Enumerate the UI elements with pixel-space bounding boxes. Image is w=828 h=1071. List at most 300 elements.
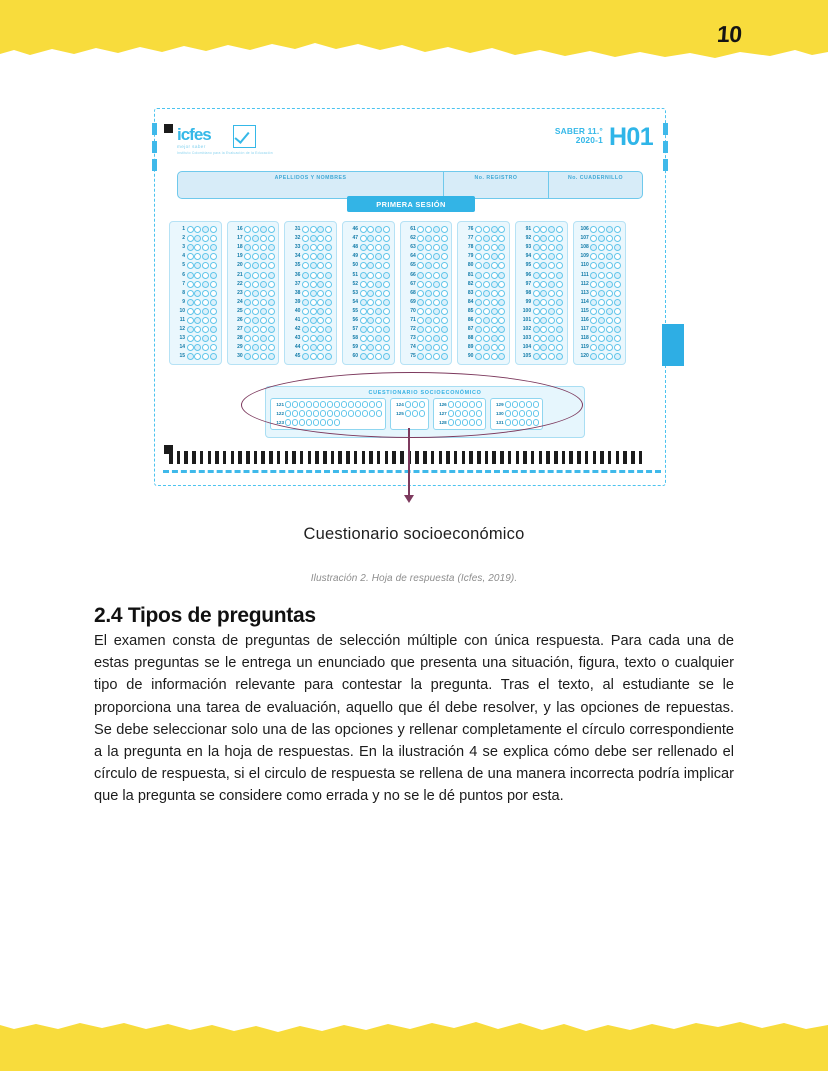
answer-bubble[interactable]	[540, 253, 547, 260]
answer-bubble[interactable]	[252, 235, 259, 242]
answer-bubble[interactable]	[375, 299, 382, 306]
answer-bubble[interactable]	[302, 253, 309, 260]
answer-bubble[interactable]	[375, 317, 382, 324]
answer-bubble[interactable]	[519, 401, 525, 407]
answer-bubble[interactable]	[268, 299, 275, 306]
answer-bubble[interactable]	[325, 262, 332, 269]
answer-bubble[interactable]	[526, 410, 532, 416]
answer-bubble[interactable]	[606, 272, 613, 279]
answer-bubble[interactable]	[533, 272, 540, 279]
answer-bubble[interactable]	[320, 410, 326, 416]
answer-bubble[interactable]	[202, 353, 209, 360]
answer-bubble[interactable]	[334, 419, 340, 425]
answer-bubble[interactable]	[317, 317, 324, 324]
answer-bubble[interactable]	[483, 317, 490, 324]
answer-bubble[interactable]	[317, 344, 324, 351]
answer-bubble[interactable]	[367, 290, 374, 297]
answer-bubble[interactable]	[614, 290, 621, 297]
answer-bubble[interactable]	[441, 326, 448, 333]
answer-bubble[interactable]	[556, 281, 563, 288]
answer-bubble[interactable]	[548, 353, 555, 360]
answer-bubble[interactable]	[598, 235, 605, 242]
answer-bubble[interactable]	[483, 326, 490, 333]
field-registro[interactable]	[444, 172, 549, 198]
answer-bubble[interactable]	[376, 410, 382, 416]
answer-bubble[interactable]	[302, 299, 309, 306]
answer-bubble[interactable]	[606, 308, 613, 315]
answer-bubble[interactable]	[614, 299, 621, 306]
answer-bubble[interactable]	[505, 419, 511, 425]
answer-bubble[interactable]	[548, 344, 555, 351]
answer-bubble[interactable]	[606, 344, 613, 351]
answer-bubble[interactable]	[244, 317, 251, 324]
answer-bubble[interactable]	[433, 262, 440, 269]
answer-bubble[interactable]	[302, 335, 309, 342]
answer-bubble[interactable]	[425, 344, 432, 351]
answer-bubble[interactable]	[475, 299, 482, 306]
answer-bubble[interactable]	[417, 235, 424, 242]
answer-bubble[interactable]	[433, 281, 440, 288]
answer-bubble[interactable]	[533, 308, 540, 315]
answer-bubble[interactable]	[448, 401, 454, 407]
answer-bubble[interactable]	[526, 419, 532, 425]
answer-bubble[interactable]	[317, 299, 324, 306]
answer-bubble[interactable]	[476, 401, 482, 407]
answer-bubble[interactable]	[548, 272, 555, 279]
answer-bubble[interactable]	[483, 353, 490, 360]
answer-bubble[interactable]	[417, 262, 424, 269]
answer-bubble[interactable]	[491, 235, 498, 242]
answer-bubble[interactable]	[310, 317, 317, 324]
answer-bubble[interactable]	[606, 299, 613, 306]
answer-bubble[interactable]	[299, 401, 305, 407]
answer-bubble[interactable]	[375, 308, 382, 315]
answer-bubble[interactable]	[405, 401, 411, 407]
answer-bubble[interactable]	[268, 326, 275, 333]
answer-bubble[interactable]	[244, 299, 251, 306]
answer-bubble[interactable]	[325, 281, 332, 288]
answer-bubble[interactable]	[548, 308, 555, 315]
answer-bubble[interactable]	[498, 235, 505, 242]
answer-bubble[interactable]	[194, 353, 201, 360]
answer-bubble[interactable]	[268, 281, 275, 288]
answer-bubble[interactable]	[441, 244, 448, 251]
answer-bubble[interactable]	[202, 317, 209, 324]
answer-bubble[interactable]	[483, 226, 490, 233]
answer-bubble[interactable]	[498, 353, 505, 360]
answer-bubble[interactable]	[441, 281, 448, 288]
answer-bubble[interactable]	[360, 244, 367, 251]
answer-bubble[interactable]	[202, 335, 209, 342]
answer-bubble[interactable]	[606, 244, 613, 251]
answer-bubble[interactable]	[491, 326, 498, 333]
answer-bubble[interactable]	[548, 281, 555, 288]
answer-bubble[interactable]	[210, 235, 217, 242]
answer-bubble[interactable]	[556, 299, 563, 306]
answer-bubble[interactable]	[491, 226, 498, 233]
answer-bubble[interactable]	[194, 253, 201, 260]
answer-bubble[interactable]	[302, 272, 309, 279]
answer-bubble[interactable]	[360, 253, 367, 260]
answer-bubble[interactable]	[306, 419, 312, 425]
answer-bubble[interactable]	[590, 299, 597, 306]
answer-bubble[interactable]	[360, 308, 367, 315]
answer-bubble[interactable]	[210, 244, 217, 251]
answer-bubble[interactable]	[425, 262, 432, 269]
answer-bubble[interactable]	[299, 410, 305, 416]
answer-bubble[interactable]	[614, 253, 621, 260]
answer-bubble[interactable]	[383, 226, 390, 233]
answer-bubble[interactable]	[310, 253, 317, 260]
answer-bubble[interactable]	[260, 344, 267, 351]
answer-bubble[interactable]	[540, 244, 547, 251]
answer-bubble[interactable]	[383, 299, 390, 306]
answer-bubble[interactable]	[606, 317, 613, 324]
answer-bubble[interactable]	[469, 419, 475, 425]
answer-bubble[interactable]	[325, 353, 332, 360]
answer-bubble[interactable]	[202, 235, 209, 242]
answer-bubble[interactable]	[419, 401, 425, 407]
answer-bubble[interactable]	[491, 335, 498, 342]
answer-bubble[interactable]	[556, 326, 563, 333]
answer-bubble[interactable]	[268, 353, 275, 360]
answer-bubble[interactable]	[317, 226, 324, 233]
answer-bubble[interactable]	[302, 308, 309, 315]
answer-bubble[interactable]	[533, 419, 539, 425]
answer-bubble[interactable]	[360, 353, 367, 360]
answer-bubble[interactable]	[375, 281, 382, 288]
answer-bubble[interactable]	[360, 326, 367, 333]
answer-bubble[interactable]	[606, 253, 613, 260]
answer-bubble[interactable]	[244, 272, 251, 279]
answer-bubble[interactable]	[310, 326, 317, 333]
answer-bubble[interactable]	[375, 344, 382, 351]
answer-bubble[interactable]	[362, 410, 368, 416]
answer-bubble[interactable]	[614, 308, 621, 315]
answer-bubble[interactable]	[252, 317, 259, 324]
answer-bubble[interactable]	[194, 290, 201, 297]
answer-bubble[interactable]	[194, 235, 201, 242]
answer-bubble[interactable]	[614, 244, 621, 251]
answer-bubble[interactable]	[498, 244, 505, 251]
answer-bubble[interactable]	[310, 272, 317, 279]
answer-bubble[interactable]	[540, 226, 547, 233]
answer-bubble[interactable]	[362, 401, 368, 407]
answer-bubble[interactable]	[194, 344, 201, 351]
answer-bubble[interactable]	[383, 308, 390, 315]
answer-bubble[interactable]	[260, 290, 267, 297]
answer-bubble[interactable]	[187, 299, 194, 306]
answer-bubble[interactable]	[268, 226, 275, 233]
answer-bubble[interactable]	[252, 253, 259, 260]
answer-bubble[interactable]	[317, 335, 324, 342]
answer-bubble[interactable]	[590, 281, 597, 288]
answer-bubble[interactable]	[417, 326, 424, 333]
answer-bubble[interactable]	[540, 272, 547, 279]
answer-bubble[interactable]	[483, 290, 490, 297]
answer-bubble[interactable]	[491, 262, 498, 269]
answer-bubble[interactable]	[491, 272, 498, 279]
answer-bubble[interactable]	[383, 353, 390, 360]
answer-bubble[interactable]	[417, 353, 424, 360]
answer-bubble[interactable]	[606, 281, 613, 288]
answer-bubble[interactable]	[590, 244, 597, 251]
answer-bubble[interactable]	[491, 253, 498, 260]
answer-bubble[interactable]	[598, 335, 605, 342]
answer-bubble[interactable]	[268, 335, 275, 342]
answer-bubble[interactable]	[556, 344, 563, 351]
answer-bubble[interactable]	[260, 244, 267, 251]
answer-bubble[interactable]	[360, 262, 367, 269]
answer-bubble[interactable]	[268, 272, 275, 279]
answer-bubble[interactable]	[540, 281, 547, 288]
answer-bubble[interactable]	[498, 335, 505, 342]
answer-bubble[interactable]	[367, 335, 374, 342]
answer-bubble[interactable]	[383, 262, 390, 269]
answer-bubble[interactable]	[606, 235, 613, 242]
answer-bubble[interactable]	[548, 317, 555, 324]
answer-bubble[interactable]	[194, 262, 201, 269]
answer-bubble[interactable]	[462, 401, 468, 407]
answer-bubble[interactable]	[310, 353, 317, 360]
answer-bubble[interactable]	[360, 290, 367, 297]
answer-bubble[interactable]	[548, 235, 555, 242]
answer-bubble[interactable]	[285, 410, 291, 416]
answer-bubble[interactable]	[598, 317, 605, 324]
answer-bubble[interactable]	[614, 226, 621, 233]
answer-bubble[interactable]	[367, 262, 374, 269]
answer-bubble[interactable]	[320, 419, 326, 425]
answer-bubble[interactable]	[417, 290, 424, 297]
answer-bubble[interactable]	[512, 410, 518, 416]
answer-bubble[interactable]	[260, 253, 267, 260]
answer-bubble[interactable]	[556, 353, 563, 360]
answer-bubble[interactable]	[187, 353, 194, 360]
answer-bubble[interactable]	[598, 326, 605, 333]
answer-bubble[interactable]	[498, 281, 505, 288]
answer-bubble[interactable]	[598, 308, 605, 315]
answer-bubble[interactable]	[441, 226, 448, 233]
answer-bubble[interactable]	[519, 410, 525, 416]
answer-bubble[interactable]	[425, 353, 432, 360]
answer-bubble[interactable]	[476, 410, 482, 416]
answer-bubble[interactable]	[417, 281, 424, 288]
answer-bubble[interactable]	[556, 308, 563, 315]
answer-bubble[interactable]	[548, 290, 555, 297]
answer-bubble[interactable]	[425, 335, 432, 342]
answer-bubble[interactable]	[187, 244, 194, 251]
answer-bubble[interactable]	[433, 253, 440, 260]
answer-bubble[interactable]	[320, 401, 326, 407]
answer-bubble[interactable]	[292, 419, 298, 425]
answer-bubble[interactable]	[433, 335, 440, 342]
answer-bubble[interactable]	[325, 290, 332, 297]
answer-bubble[interactable]	[491, 299, 498, 306]
answer-bubble[interactable]	[417, 344, 424, 351]
answer-bubble[interactable]	[260, 281, 267, 288]
answer-bubble[interactable]	[210, 281, 217, 288]
answer-bubble[interactable]	[483, 272, 490, 279]
answer-bubble[interactable]	[210, 317, 217, 324]
answer-bubble[interactable]	[348, 410, 354, 416]
answer-bubble[interactable]	[433, 353, 440, 360]
answer-bubble[interactable]	[419, 410, 425, 416]
answer-bubble[interactable]	[367, 272, 374, 279]
answer-bubble[interactable]	[533, 226, 540, 233]
answer-bubble[interactable]	[202, 253, 209, 260]
answer-bubble[interactable]	[202, 281, 209, 288]
answer-bubble[interactable]	[187, 344, 194, 351]
answer-bubble[interactable]	[260, 308, 267, 315]
answer-bubble[interactable]	[302, 326, 309, 333]
answer-bubble[interactable]	[425, 281, 432, 288]
answer-bubble[interactable]	[306, 401, 312, 407]
answer-bubble[interactable]	[367, 299, 374, 306]
answer-bubble[interactable]	[441, 235, 448, 242]
answer-bubble[interactable]	[590, 317, 597, 324]
answer-bubble[interactable]	[194, 335, 201, 342]
answer-bubble[interactable]	[540, 344, 547, 351]
answer-bubble[interactable]	[475, 281, 482, 288]
answer-bubble[interactable]	[325, 335, 332, 342]
answer-bubble[interactable]	[383, 344, 390, 351]
answer-bubble[interactable]	[540, 308, 547, 315]
answer-bubble[interactable]	[469, 410, 475, 416]
answer-bubble[interactable]	[505, 410, 511, 416]
answer-bubble[interactable]	[202, 272, 209, 279]
answer-bubble[interactable]	[533, 299, 540, 306]
answer-bubble[interactable]	[383, 290, 390, 297]
answer-bubble[interactable]	[210, 335, 217, 342]
answer-bubble[interactable]	[548, 262, 555, 269]
answer-bubble[interactable]	[327, 401, 333, 407]
answer-bubble[interactable]	[417, 244, 424, 251]
answer-bubble[interactable]	[210, 308, 217, 315]
answer-bubble[interactable]	[433, 235, 440, 242]
answer-bubble[interactable]	[360, 235, 367, 242]
answer-bubble[interactable]	[498, 272, 505, 279]
answer-bubble[interactable]	[556, 335, 563, 342]
answer-bubble[interactable]	[360, 272, 367, 279]
answer-bubble[interactable]	[260, 299, 267, 306]
answer-bubble[interactable]	[187, 235, 194, 242]
answer-bubble[interactable]	[417, 335, 424, 342]
answer-bubble[interactable]	[441, 299, 448, 306]
answer-bubble[interactable]	[491, 344, 498, 351]
answer-bubble[interactable]	[260, 353, 267, 360]
answer-bubble[interactable]	[375, 244, 382, 251]
answer-bubble[interactable]	[210, 299, 217, 306]
answer-bubble[interactable]	[498, 344, 505, 351]
answer-bubble[interactable]	[310, 262, 317, 269]
answer-bubble[interactable]	[614, 353, 621, 360]
answer-bubble[interactable]	[483, 235, 490, 242]
answer-bubble[interactable]	[498, 290, 505, 297]
answer-bubble[interactable]	[455, 410, 461, 416]
answer-bubble[interactable]	[448, 419, 454, 425]
answer-bubble[interactable]	[433, 244, 440, 251]
answer-bubble[interactable]	[202, 344, 209, 351]
answer-bubble[interactable]	[260, 226, 267, 233]
answer-bubble[interactable]	[590, 308, 597, 315]
answer-bubble[interactable]	[475, 244, 482, 251]
answer-bubble[interactable]	[383, 244, 390, 251]
answer-bubble[interactable]	[540, 353, 547, 360]
answer-bubble[interactable]	[417, 308, 424, 315]
answer-bubble[interactable]	[187, 253, 194, 260]
answer-bubble[interactable]	[475, 226, 482, 233]
answer-bubble[interactable]	[476, 419, 482, 425]
answer-bubble[interactable]	[606, 326, 613, 333]
answer-bubble[interactable]	[533, 344, 540, 351]
answer-bubble[interactable]	[533, 410, 539, 416]
answer-bubble[interactable]	[244, 344, 251, 351]
answer-bubble[interactable]	[498, 226, 505, 233]
answer-bubble[interactable]	[405, 410, 411, 416]
answer-bubble[interactable]	[334, 410, 340, 416]
answer-bubble[interactable]	[187, 335, 194, 342]
answer-bubble[interactable]	[441, 344, 448, 351]
answer-bubble[interactable]	[244, 235, 251, 242]
answer-bubble[interactable]	[367, 308, 374, 315]
answer-bubble[interactable]	[268, 253, 275, 260]
answer-bubble[interactable]	[260, 262, 267, 269]
answer-bubble[interactable]	[310, 308, 317, 315]
answer-bubble[interactable]	[475, 317, 482, 324]
answer-bubble[interactable]	[412, 401, 418, 407]
answer-bubble[interactable]	[533, 290, 540, 297]
answer-bubble[interactable]	[317, 262, 324, 269]
answer-bubble[interactable]	[417, 317, 424, 324]
answer-bubble[interactable]	[260, 335, 267, 342]
answer-bubble[interactable]	[556, 226, 563, 233]
answer-bubble[interactable]	[252, 326, 259, 333]
answer-bubble[interactable]	[194, 272, 201, 279]
answer-bubble[interactable]	[260, 235, 267, 242]
answer-bubble[interactable]	[194, 299, 201, 306]
answer-bubble[interactable]	[462, 419, 468, 425]
answer-bubble[interactable]	[533, 244, 540, 251]
answer-bubble[interactable]	[325, 317, 332, 324]
answer-bubble[interactable]	[433, 290, 440, 297]
answer-bubble[interactable]	[556, 317, 563, 324]
answer-bubble[interactable]	[505, 401, 511, 407]
answer-bubble[interactable]	[441, 353, 448, 360]
answer-bubble[interactable]	[252, 344, 259, 351]
answer-bubble[interactable]	[598, 226, 605, 233]
answer-bubble[interactable]	[210, 326, 217, 333]
answer-bubble[interactable]	[252, 262, 259, 269]
answer-bubble[interactable]	[498, 317, 505, 324]
answer-bubble[interactable]	[317, 253, 324, 260]
answer-bubble[interactable]	[187, 281, 194, 288]
answer-bubble[interactable]	[210, 262, 217, 269]
answer-bubble[interactable]	[302, 317, 309, 324]
answer-bubble[interactable]	[310, 235, 317, 242]
answer-bubble[interactable]	[475, 262, 482, 269]
answer-bubble[interactable]	[302, 262, 309, 269]
answer-bubble[interactable]	[483, 344, 490, 351]
answer-bubble[interactable]	[614, 326, 621, 333]
answer-bubble[interactable]	[498, 299, 505, 306]
answer-bubble[interactable]	[317, 272, 324, 279]
answer-bubble[interactable]	[475, 344, 482, 351]
answer-bubble[interactable]	[210, 272, 217, 279]
answer-bubble[interactable]	[598, 299, 605, 306]
answer-bubble[interactable]	[590, 290, 597, 297]
answer-bubble[interactable]	[590, 235, 597, 242]
answer-bubble[interactable]	[325, 244, 332, 251]
